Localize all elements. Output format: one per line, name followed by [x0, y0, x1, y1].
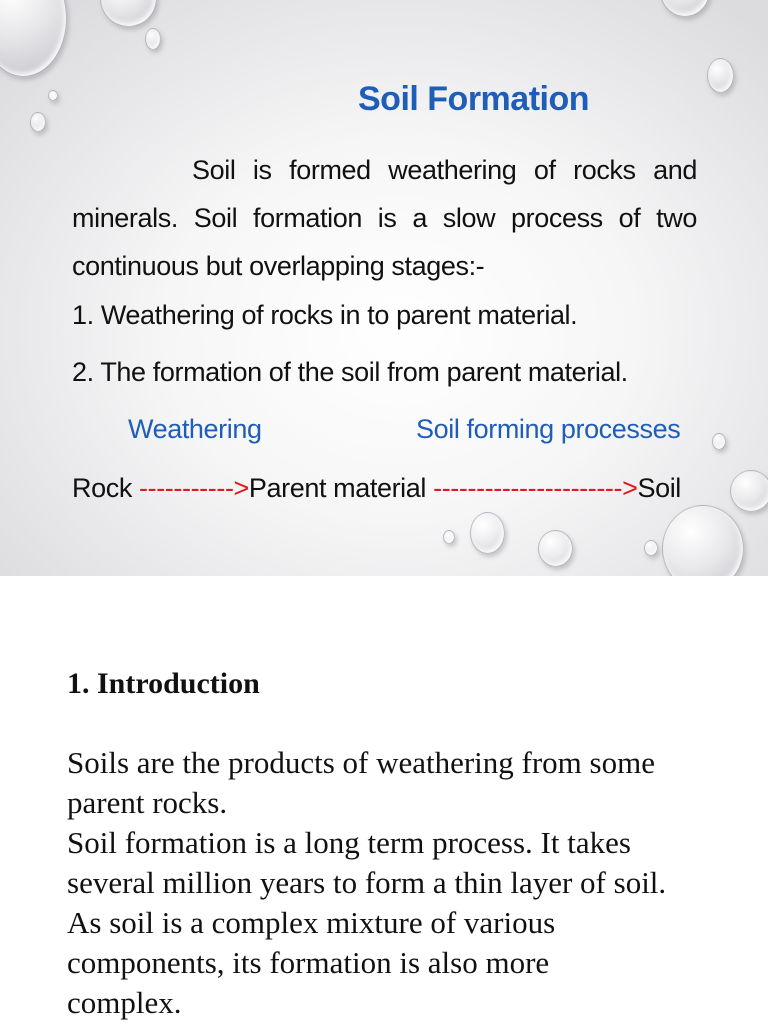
body-line: Soils are the products of weathering from some — [67, 745, 655, 780]
slide-paragraph — [72, 146, 697, 290]
process-flow — [72, 473, 681, 504]
body-line: complex. — [67, 985, 182, 1020]
body-line: components, its formation is also more — [67, 945, 550, 980]
body-line: Soil formation is a long term process. It takes — [67, 825, 631, 860]
section-heading: 1. Introduction — [67, 667, 260, 700]
water-drop-decoration — [0, 0, 67, 77]
paragraph-text: Soil is formed weathering of rocks and minerals. Soil formation is a slow process of two continuous but overlapping stages:- — [72, 155, 697, 281]
flow-parent-material: Parent material — [248, 473, 426, 503]
water-drop-decoration — [100, 0, 157, 27]
water-drop-decoration — [145, 28, 161, 50]
step-2: 2. The formation of the soil from parent material. — [72, 357, 628, 387]
water-drop-decoration — [538, 530, 573, 567]
water-drop-decoration — [662, 505, 744, 576]
water-drop-decoration — [660, 0, 710, 17]
flow-arrow-1: -----------> — [139, 473, 249, 503]
step-1: 1. Weathering of rocks in to parent material. — [72, 300, 578, 330]
label-weathering: Weathering — [128, 414, 262, 444]
label-soil-forming: Soil forming processes — [416, 414, 681, 444]
body-line: several million years to form a thin layer of soil. — [67, 865, 667, 900]
flow-arrow-2: ----------------------> — [433, 473, 638, 503]
flow-soil: Soil — [637, 473, 681, 503]
body-line: parent rocks. — [67, 785, 228, 820]
water-drop-decoration — [644, 540, 658, 556]
water-drop-decoration — [470, 512, 505, 554]
section-body — [67, 743, 717, 1023]
body-line: As soil is a complex mixture of various — [67, 905, 556, 940]
water-drop-decoration — [443, 530, 455, 544]
flow-rock: Rock — [72, 473, 132, 503]
water-drop-decoration — [712, 433, 726, 450]
slide-title: Soil Formation — [358, 80, 589, 118]
water-drop-decoration — [730, 470, 768, 512]
